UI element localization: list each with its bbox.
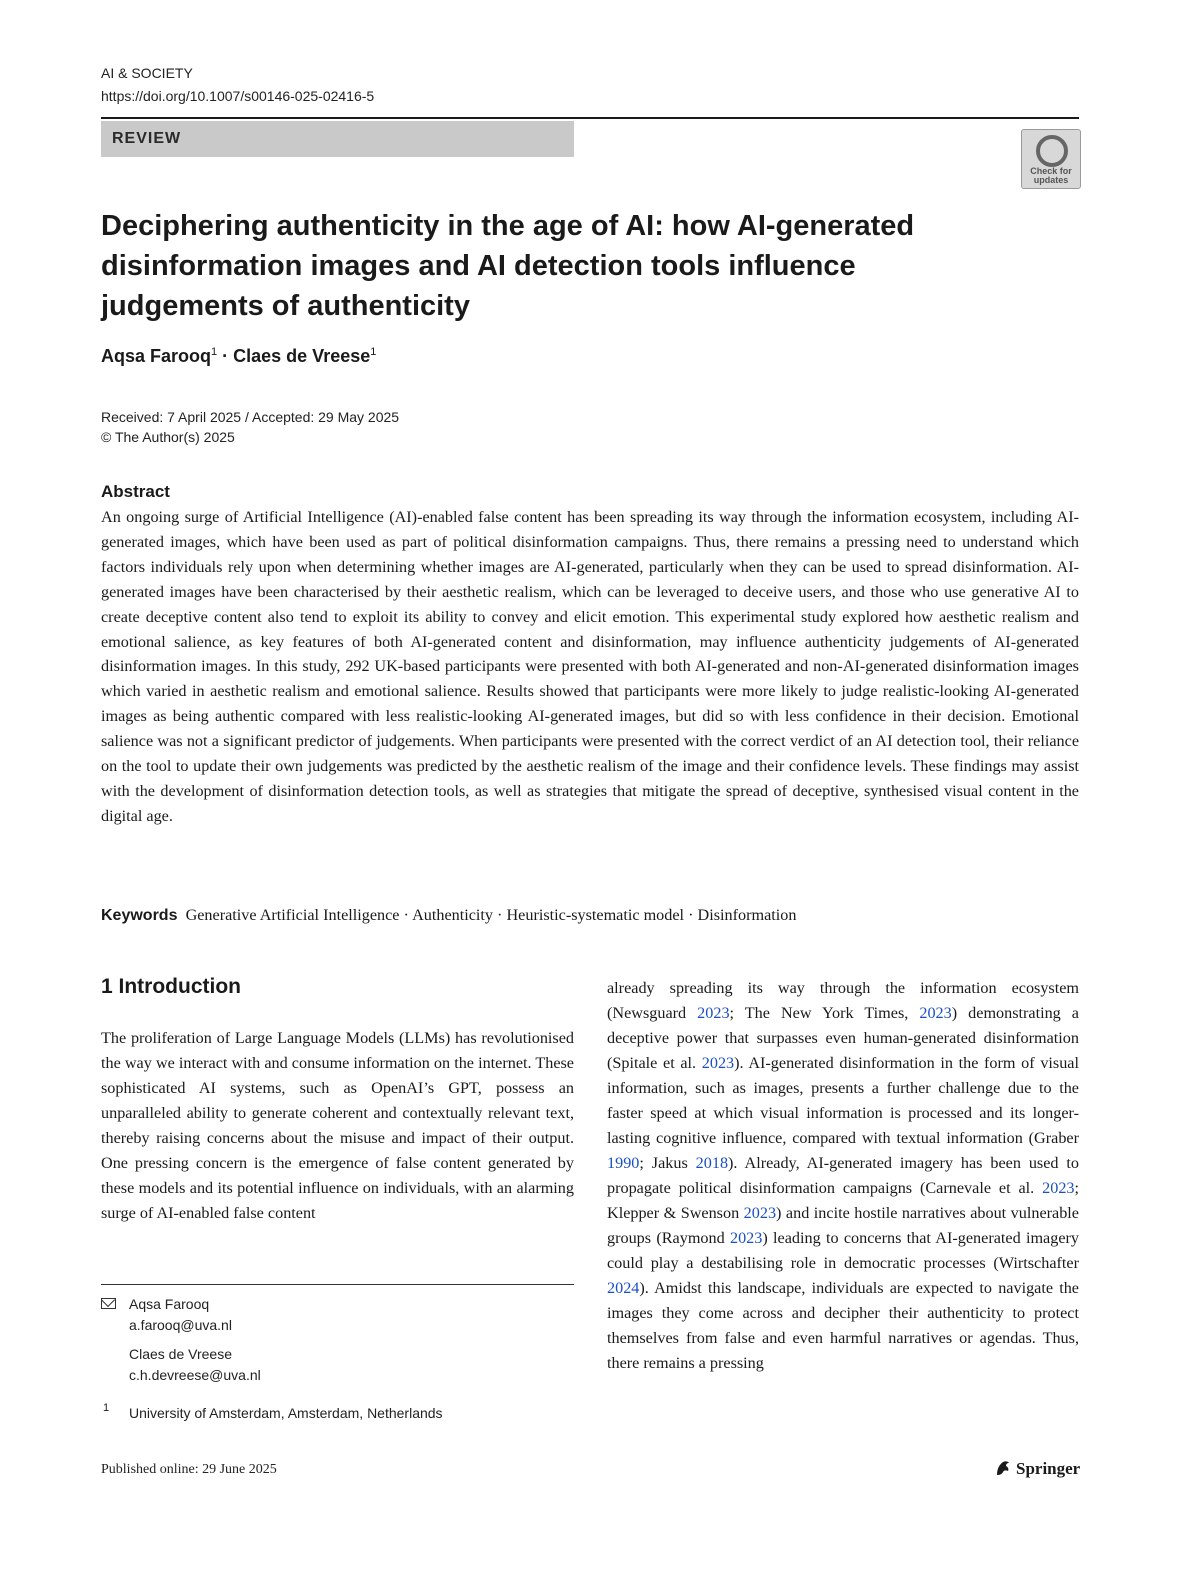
footnote-rule <box>101 1284 574 1285</box>
keywords-line <box>101 903 796 928</box>
body-text-run: ). Already, AI-generated imagery has been used to propagate political disinformation campaigns (Carnevale et al. <box>607 1154 1080 1197</box>
body-text-run: ). AI-generated disinformation in the form of visual information, such as images, presents a further challenge due to the faster speed at which visual information is processed and its longer-lasting cognitive influence, compared with textual information (Graber <box>607 1054 1079 1147</box>
copyright-notice: © The Author(s) 2025 <box>101 429 235 445</box>
article-type-label: REVIEW <box>112 130 182 147</box>
affiliation-text: University of Amsterdam, Amsterdam, Netherlands <box>129 1405 443 1421</box>
publisher-name: Springer <box>1016 1459 1081 1478</box>
envelope-icon <box>101 1298 116 1309</box>
body-text-run: ). Amidst this landscape, individuals are expected to navigate the images they come across and decipher their authenticity to protect themselves from false and even harmful narratives or agendas. Thus, there remains a pressing <box>607 1279 1079 1372</box>
author-name[interactable]: Aqsa Farooq <box>101 346 212 366</box>
citation-link[interactable]: 2023 <box>701 1054 735 1072</box>
article-type-banner <box>101 121 574 157</box>
contact-email[interactable]: c.h.devreese@uva.nl <box>129 1367 261 1383</box>
springer-horse-icon <box>994 1459 1012 1477</box>
author-separator: · <box>217 346 234 366</box>
author-affiliation-mark: 1 <box>370 346 377 358</box>
body-text-run: already spreading its way through the information ecosystem (Newsguard <box>607 979 1079 1022</box>
citation-link[interactable]: 1990 <box>607 1154 640 1172</box>
check-updates-icon <box>1036 135 1068 167</box>
body-column-left: The proliferation of Large Language Models (LLMs) has revolutionised the way we interact with and consume information on the internet. These sophisticated AI systems, such as OpenAI’s GPT, possess an unparalleled ability to generate coherent and contextually relevant text, thereby raising concerns about the misuse and impact of their output. One pressing concern is the emergence of false content generated by these models and its potential influence on individuals, with an alarming surge of AI-enabled false content <box>101 1029 574 1222</box>
body-text-run: ) leading to concerns that AI-generated imagery could play a destabilising role in democratic processes (Wirtschafter <box>607 1229 1080 1272</box>
received-accepted-dates: Received: 7 April 2025 / Accepted: 29 May 2025 <box>101 409 400 425</box>
contact-name: Claes de Vreese <box>129 1346 232 1362</box>
contact-email[interactable]: a.farooq@uva.nl <box>129 1317 232 1333</box>
body-text-run: ; Jakus <box>639 1154 696 1172</box>
body-text-run: ; The New York Times, <box>729 1004 920 1022</box>
affiliation-mark: 1 <box>103 1402 110 1414</box>
body-text-run: ) demonstrating a deceptive power that surpasses even human-generated disinformation (Spitale et al. <box>607 1004 1079 1072</box>
author-name[interactable]: Claes de Vreese <box>233 346 371 366</box>
abstract-heading: Abstract <box>101 482 170 501</box>
abstract-text: An ongoing surge of Artificial Intelligence (AI)-enabled false content has been spreading its way through the information ecosystem, including AI-generated images, which have been used as part of political disinformation campaigns. Thus, there remains a pressing need to understand which factors individuals rely upon when determining whether images are AI-generated, particularly when they can be used to spread disinformation. AI-generated images have been characterised by their aesthetic realism, which can be leveraged to deceive users, and those who use generative AI to create deceptive content also tend to exploit its ability to convey and elicit emotion. This experimental study explored how aesthetic realism and emotional salience, as key features of both AI-generated content and disinformation, may influence authenticity judgements of AI-generated disinformation images. In this study, 292 UK-based participants were presented with both AI-generated and non-AI-generated disinformation images which varied in aesthetic realism and emotional salience. Results showed that participants were more likely to judge realistic-looking AI-generated images as being authentic compared with less realistic-looking AI-generated images, but did so with less confidence in their decision. Emotional salience was not a significant predictor of judgements. When participants were presented with the correct verdict of an AI detection tool, their reliance on the tool to update their own judgements was predicted by the aesthetic realism of the image and their confidence levels. These findings may assist with the development of disinformation detection tools, as well as strategies that mitigate the spread of deceptive, synthesised visual content in the digital age. <box>101 508 1079 825</box>
contact-name: Aqsa Farooq <box>129 1296 210 1312</box>
citation-link[interactable]: 2023 <box>743 1204 777 1222</box>
badge-text: Check for updates <box>1030 166 1072 185</box>
section-heading-introduction: 1 Introduction <box>101 975 241 998</box>
author-affiliation-mark: 1 <box>211 346 218 358</box>
doi-link[interactable]: https://doi.org/10.1007/s00146-025-02416-5 <box>101 88 375 104</box>
check-for-updates-badge[interactable] <box>1021 129 1081 189</box>
publisher-logo <box>994 1459 1080 1479</box>
citation-link[interactable]: 2023 <box>1042 1179 1075 1197</box>
keywords-heading: Keywords <box>101 907 178 924</box>
citation-link[interactable]: 2023 <box>697 1004 730 1022</box>
journal-name: AI & SOCIETY <box>101 65 193 81</box>
header-rule <box>101 117 1079 119</box>
body-text-run: ; Klepper & Swenson <box>607 1179 1079 1222</box>
paper-title: Deciphering authenticity in the age of AI: how AI-generated disinformation images and AI detection tools influence judgements of authenticity <box>101 210 915 322</box>
body-text-run: ) and incite hostile narratives about vulnerable groups (Raymond <box>607 1204 1079 1247</box>
author-list <box>101 346 376 367</box>
citation-link[interactable]: 2018 <box>695 1154 729 1172</box>
citation-link[interactable]: 2024 <box>607 1279 640 1297</box>
citation-link[interactable]: 2023 <box>729 1229 763 1247</box>
citation-link[interactable]: 2023 <box>919 1004 952 1022</box>
body-column-right <box>607 976 1079 1376</box>
published-date: Published online: 29 June 2025 <box>101 1462 277 1477</box>
keywords-text: Generative Artificial Intelligence · Authenticity · Heuristic-systematic model · Disinformation <box>185 906 797 924</box>
